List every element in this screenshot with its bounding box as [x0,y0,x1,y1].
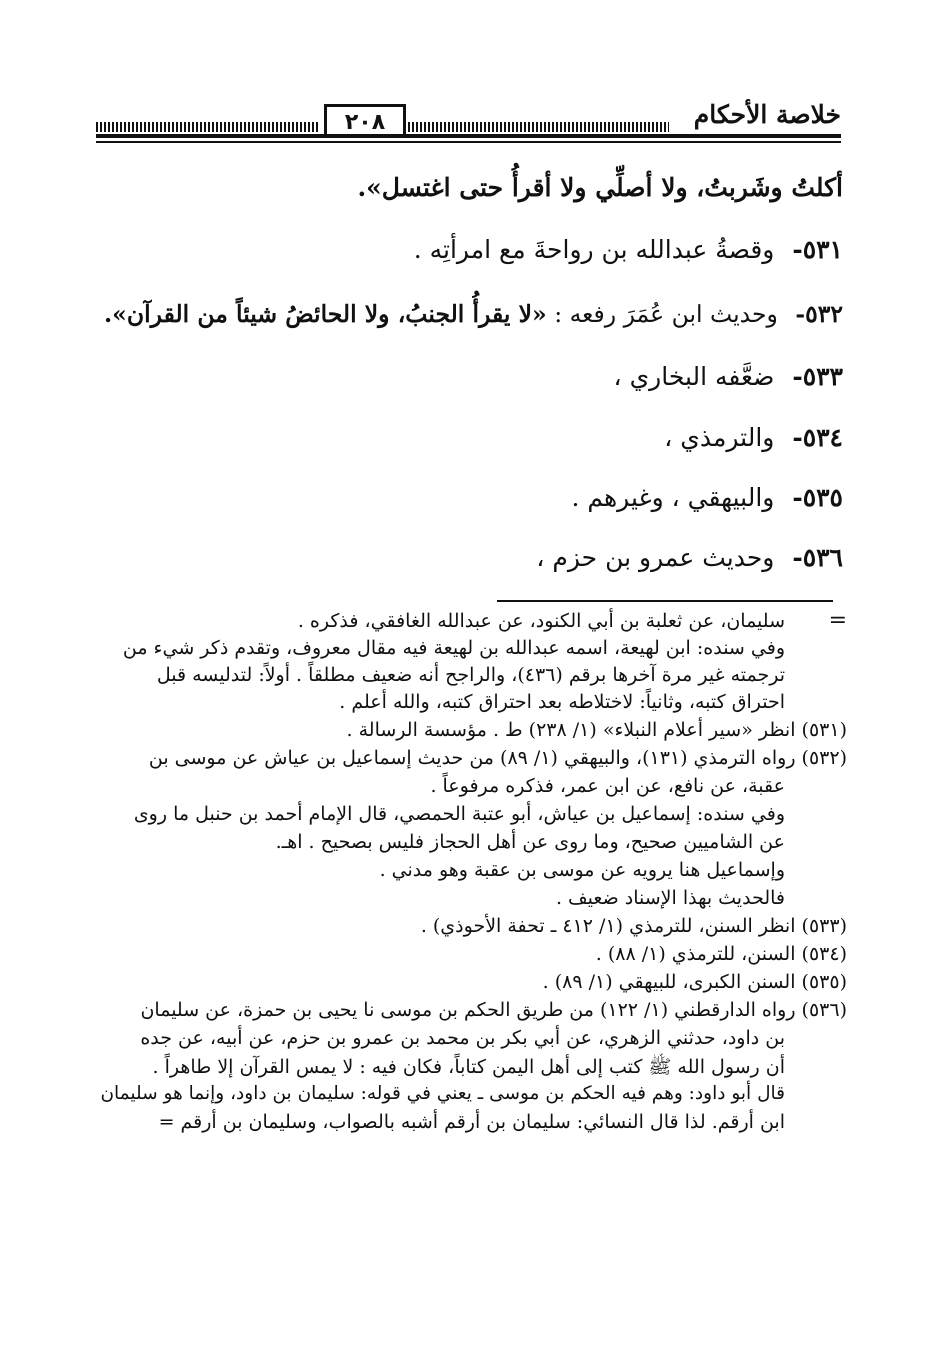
item-number: ٥٣٤- [792,423,843,452]
footnote-line: أن رسول الله ﷺ كتب إلى أهل اليمن كتاباً، فكان فيه : لا يمس القرآن إلا طاهراً . [152,1056,785,1078]
header-rule-thin [96,141,841,143]
footnote-separator [497,600,833,602]
footnote-line: (٥٣٥) السنن الكبرى، للبيهقي (١/ ٨٩) . [542,971,847,993]
footnote-line: قال أبو داود: وهم فيه الحكم بن موسى ـ يعني في قوله: سليمان بن داود، وإنما هو سليمان [100,1083,785,1104]
main-line [571,483,843,512]
item-number: ٥٣٦- [792,543,843,572]
main-line [536,543,843,572]
main-line-text: وحديث عمرو بن حزم ، [536,543,775,572]
main-line-text: والترمذي ، [664,423,775,452]
footnote-line: بن داود، حدثني الزهري، عن أبي بكر بن محمد بن عمرو بن حزم، عن أبيه، عن جده [140,1027,785,1049]
footnote-line: عن الشاميين صحيح، وما روى عن أهل الحجاز فليس بصحيح . اهـ. [275,831,785,853]
book-title: خلاصة الأحكام [693,100,841,129]
header-rule-thick [96,134,841,138]
footnote-line: = سليمان، عن ثعلبة بن أبي الكنود، عن عبدالله الغافقي، فذكره . [297,608,847,633]
footnote-line: (٥٣٣) انظر السنن، للترمذي (١/ ٤١٢ ـ تحفة الأحوذي) . [420,915,847,937]
footnote-line: (٥٣١) انظر «سير أعلام النبلاء» (١/ ٢٣٨) ط . مؤسسة الرسالة . [346,719,847,741]
item-number: ٥٣٣- [792,362,843,391]
footnote-line: وإسماعيل هنا يرويه عن موسى بن عقبة وهو مدني . [379,859,785,881]
footnote-line: وفي سنده: ابن لهيعة، اسمه عبدالله بن لهيعة فيه مقال معروف، وتقدم ذكر شيء من [122,637,785,659]
main-line-text: ضعَّفه البخاري ، [613,362,775,391]
footnote-line: وفي سنده: إسماعيل بن عياش، أبو عتبة الحمصي، قال الإمام أحمد بن حنبل ما روى [133,803,785,825]
header-hatch-left [96,122,318,132]
item-number: ٥٣١- [792,235,843,264]
hadith-quote: «لا يقرأُ الجنبُ، ولا الحائضُ شيئاً من القرآن». [104,300,547,328]
footnote-line: (٥٣٦) رواه الدارقطني (١/ ١٢٢) من طريق الحكم بن موسى نا يحيى بن حمزة، عن سليمان [140,999,847,1021]
footnote-line: (٥٣٢) رواه الترمذي (١٣١)، والبيهقي (١/ ٨٩) من حديث إسماعيل بن عياش عن موسى بن [148,747,847,769]
footnote-line: ابن أرقم. لذا قال النسائي: سليمان بن أرقم أشبه بالصواب، وسليمان بن أرقم = [158,1111,785,1133]
footnote-line: ترجمته غير مرة آخرها برقم (٤٣٦)، والراجح أنه ضعيف مطلقاً . أولاً: لتدليسه قبل [156,664,785,686]
page-header [96,92,841,148]
item-number: ٥٣٢- [795,300,843,328]
main-line-text: وقصةُ عبدالله بن رواحةَ مع امرأتِه . [413,235,775,264]
footnote-line: (٥٣٤) السنن، للترمذي (١/ ٨٨) . [595,943,847,965]
page-number: ٢٠٨ [324,104,406,137]
main-line [414,235,843,264]
footnote-line: فالحديث بهذا الإسناد ضعيف . [555,887,785,909]
main-line-text: أكلتُ وشَربتُ، ولا أصلِّي ولا أقرأُ حتى اغتسل». [357,173,843,202]
continuation-mark: = [828,608,847,633]
main-line-text: وحديث ابن عُمَرَ رفعه : [554,300,778,328]
footnote-line: احتراق كتبه، وثانياً: لاختلاطه بعد احتراق كتبه، والله أعلم . [339,691,785,713]
main-line [664,423,843,452]
main-line [357,173,843,202]
footnote-line: عقبة، عن نافع، عن ابن عمر، فذكره مرفوعاً . [430,775,785,797]
header-hatch-right [408,122,669,132]
item-number: ٥٣٥- [792,483,843,512]
main-line-text: والبيهقي ، وغيرهم . [571,483,775,512]
main-line [614,362,843,391]
main-line [104,300,843,328]
